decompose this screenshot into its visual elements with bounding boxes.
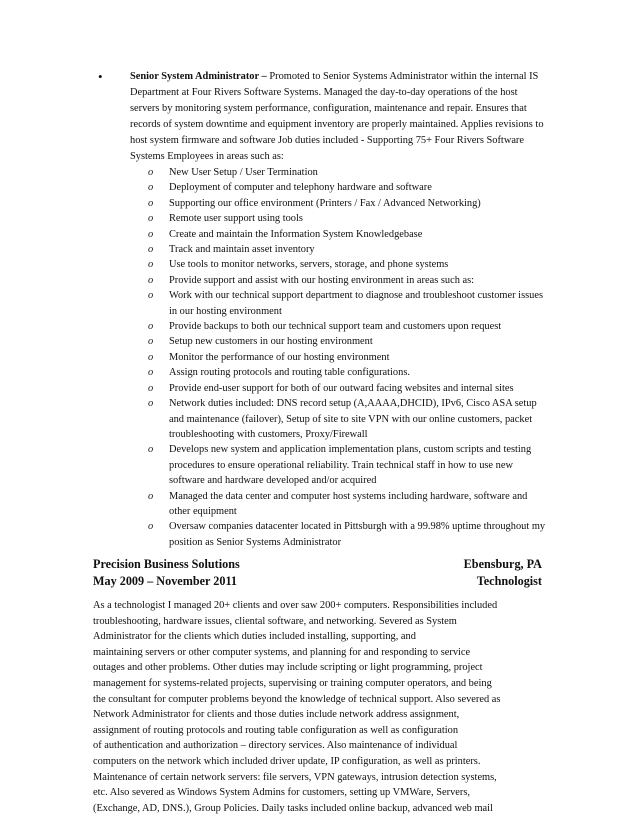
duty-item [148,227,548,242]
company-name: Precision Business Solutions [93,557,240,571]
duty-text: Setup new customers in our hosting environment [169,336,373,348]
duty-text: Track and maintain asset inventory [169,244,315,256]
sub-bullet-icon: o [148,274,154,286]
job-description-line: Network Administrator for clients and those duties include network address assignment, [93,709,460,721]
duty-item [148,365,548,380]
duty-text: Remote user support using tools [169,213,303,225]
duty-text: Oversaw companies datacenter located in Pittsburgh with a 99.98% uptime throughout my position as Senior Systems Administrator [169,521,546,548]
bullet-icon: • [98,69,103,84]
job-location: Ebensburg, PA [463,557,542,571]
duty-text: Develops new system and application implementation plans, custom scripts and testing procedures to ensure operational reliability. Train technical staff in how to use new software and hardware developed and/or acquired [169,444,532,487]
duty-item [148,165,548,180]
sub-bullet-icon: o [148,213,154,225]
duty-text: Managed the data center and computer host systems including hardware, software and other equipment [169,490,528,517]
sub-bullet-icon: o [148,197,154,209]
sub-bullet-icon: o [148,167,154,178]
duty-text: Work with our technical support department to diagnose and troubleshoot customer issues in our hosting environment [169,290,544,317]
duties-list [148,165,548,550]
sub-bullet-icon: o [148,490,154,502]
role-summary-text: Promoted to Senior Systems Administrator within the internal IS Department at Four Rivers Software Systems. Managed the day-to-day operations of the host servers by monitoring system performance, configuration, maintenance and repair. Ensures that records of system downtime and equipment inventory are properly maintained. Applies revisions to host system firmware and software Job duties included - Supporting 75+ Four Rivers Software Systems Employees in areas such as: [130,71,544,162]
sub-bullet-icon: o [148,444,154,456]
job-dates: May 2009 – November 2011 [93,574,237,588]
duty-text: New User Setup / User Termination [169,167,318,178]
job-position: Technologist [476,574,542,588]
duty-item [148,288,548,319]
job-description-line: As a technologist I managed 20+ clients and over saw 200+ computers. Responsibilities included [93,600,498,611]
role-title: Senior System Administrator – [130,71,267,82]
sub-bullet-icon: o [148,382,154,394]
duty-text: Monitor the performance of our hosting environment [169,351,390,363]
duty-item [148,396,548,442]
duty-item [148,196,548,211]
sub-bullet-icon: o [148,351,154,363]
duty-item [148,257,548,272]
sub-bullet-icon: o [148,521,154,533]
sub-bullet-icon: o [148,228,154,240]
duty-text: Provide support and assist with our hosting environment in areas such as: [169,274,475,286]
job-description-line: etc. Also severed as Windows System Admins for customers, setting up VMWare, Servers, [93,787,470,799]
sub-bullet-icon: o [148,259,154,271]
duty-item [148,381,548,396]
job-description-line: maintaining servers or other computer systems, and planning for and responding to service [93,646,471,658]
job-description-line: management for systems-related projects, supervising or training computer operators, and being [93,677,492,689]
sub-bullet-icon: o [148,290,154,302]
duty-item [148,489,548,520]
sub-bullet-icon: o [148,367,154,379]
job-description-line: of authentication and authorization – directory services. Also maintenance of individual [93,740,458,752]
job-description-line: computers on the network which included driver update, IP configuration, as well as printers. [93,755,481,767]
job-description-line: (Exchange, AD, DNS.), Group Policies. Daily tasks included online backup, advanced web mail [93,802,493,814]
duty-text: Use tools to monitor networks, servers, storage, and phone systems [169,259,449,271]
sub-bullet-icon: o [148,398,154,410]
job-description-line: Administrator for the clients which duties included installing, supporting, and [93,631,416,643]
duty-item [148,180,548,195]
sub-bullet-icon: o [148,321,154,333]
duty-item [148,242,548,257]
duty-item [148,273,548,288]
duty-item [148,334,548,349]
duty-text: Network duties included: DNS record setup (A,AAAA,DHCID), IPv6, Cisco ASA setup and maintenance (failover), Setup of site to site VPN with our online customers, packet troubleshooting with customers, Proxy/Firewall [169,398,537,440]
job-header [93,556,542,590]
senior-sysadmin-section [98,69,548,550]
duty-text: Provide end-user support for both of our outward facing websites and internal sites [169,382,514,394]
duty-text: Deployment of computer and telephony hardware and software [169,182,432,194]
job-description [93,598,545,816]
duty-text: Provide backups to both our technical support team and customers upon request [169,321,502,333]
job-description-line: Maintenance of certain network servers: file servers, VPN gateways, intrusion detection systems, [93,771,497,783]
sub-bullet-icon: o [148,244,154,256]
duty-item [148,350,548,365]
job-description-line: the consultant for computer problems beyond the knowledge of technical support. Also severed as [93,693,501,705]
job-description-line: troubleshooting, hardware issues, cliental software, and networking. Severed as System [93,615,457,627]
duty-text: Create and maintain the Information System Knowledgebase [169,228,423,240]
duty-text: Supporting our office environment (Printers / Fax / Advanced Networking) [169,197,481,209]
duty-item [148,319,548,334]
duty-item [148,519,548,550]
sub-bullet-icon: o [148,336,154,348]
role-summary [130,69,548,165]
duty-item [148,442,548,488]
sub-bullet-icon: o [148,182,154,194]
job-description-line: assignment of routing protocols and routing table configuration as well as configuration [93,724,459,736]
duty-text: Assign routing protocols and routing table configurations. [169,367,410,379]
duty-item [148,211,548,226]
job-description-line: outages and other problems. Other duties may include scripting or light programming, project [93,662,483,674]
